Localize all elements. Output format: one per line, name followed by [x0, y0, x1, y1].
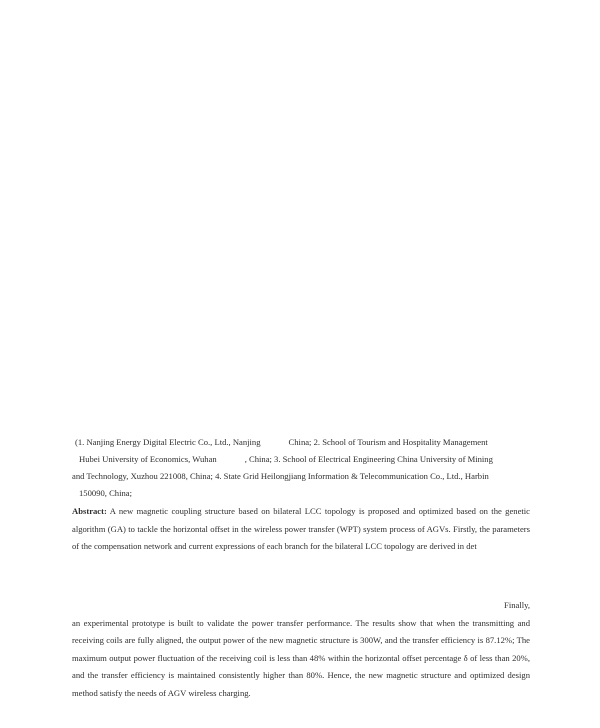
abstract-text: A new magnetic coupling structure based on bilateral LCC topology is proposed and optimized based on the genetic algorithm (GA) to tackle the horizontal offset in the wireless power transfer (WPT) system process of AGVs. Firstly, the parameters of the compensation network and current expressions of each branch for the bilateral LCC topology are derived in det [72, 506, 530, 551]
affiliation-line-1 [72, 434, 532, 451]
abstract-paragraph [72, 503, 530, 556]
affiliation-line-4: 150090, China; [79, 488, 132, 498]
abstract-continuation [72, 597, 530, 702]
affiliation-line-2 [72, 451, 532, 468]
affiliation-line-3: and Technology, Xuzhou 221008, China; 4. State Grid Heilongjiang Information & Telecommunication Co., Ltd., Harbin [72, 471, 489, 481]
affiliation-line-2-part-a: Hubei University of Economics, Wuhan [79, 454, 217, 464]
abstract-continuation-lead: Finally, [504, 600, 530, 610]
abstract-continuation-text: an experimental prototype is built to validate the power transfer performance. The results show that when the transmitting and receiving coils are fully aligned, the output power of the new magnetic structure is 300W, and the transfer efficiency is 87.12%; The maximum output power fluctuation of the receiving coil is less than 48% within the horizontal offset percentage δ of less than 20%, and the transfer efficiency is maintained consistently higher than 80%. Hence, the new magnetic structure and optimized design method satisfy the needs of AGV wireless charging. [72, 617, 530, 698]
affiliation-line-1-part-a: (1. Nanjing Energy Digital Electric Co., Ltd., Nanjing [75, 437, 261, 447]
affiliation-line-1-part-b: China; 2. School of Tourism and Hospitality Management [288, 437, 488, 447]
abstract-label: Abstract: [72, 506, 107, 516]
affiliation-line-2-part-b: , China; 3. School of Electrical Engineering China University of Mining [244, 454, 493, 464]
affiliations-block [72, 434, 532, 502]
